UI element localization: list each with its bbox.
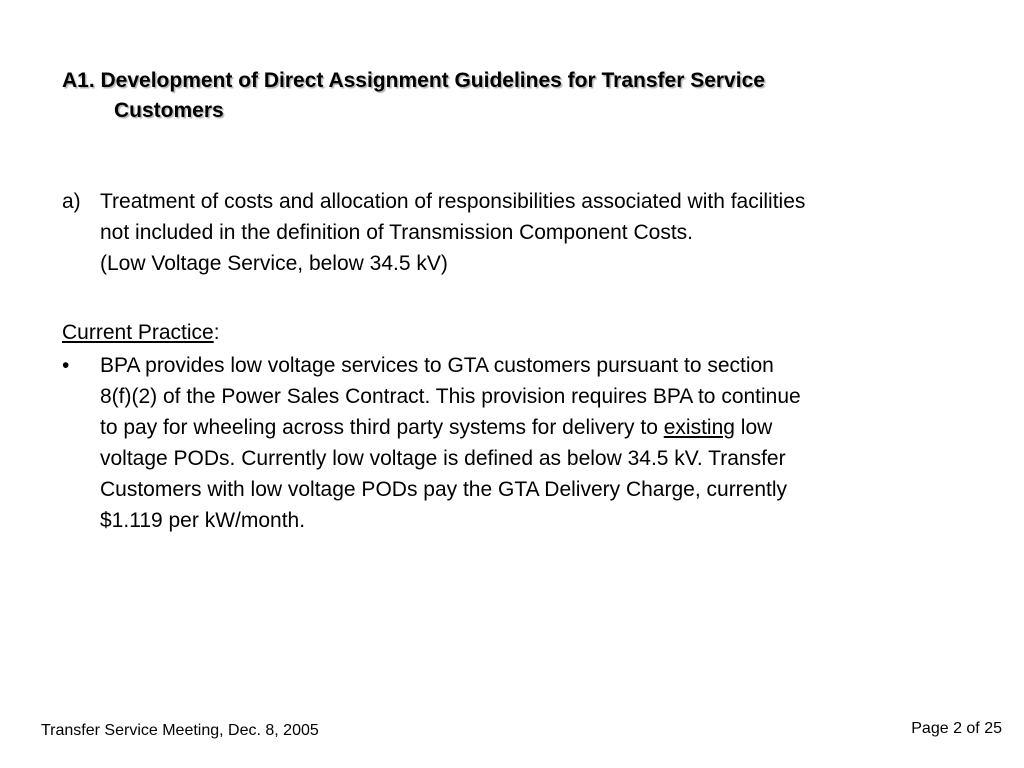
title-line-2: Customers bbox=[114, 99, 224, 122]
slide-title bbox=[62, 66, 962, 126]
title-line-1: A1. Development of Direct Assignment Guidelines for Transfer Service bbox=[62, 69, 765, 92]
bullet-line-6: $1.119 per kW/month. bbox=[100, 509, 306, 532]
footer-page-number: Page 2 of 25 bbox=[911, 720, 1002, 737]
current-practice-colon: : bbox=[213, 321, 220, 344]
bullet-line-3-start: to pay for wheeling across third party systems for delivery to bbox=[100, 416, 664, 439]
bullet-icon: • bbox=[62, 354, 70, 377]
item-a-line-3: (Low Voltage Service, below 34.5 kV) bbox=[100, 252, 448, 275]
current-practice-label: Current Practice bbox=[62, 321, 214, 344]
bullet-line-3-end: low bbox=[734, 416, 773, 439]
bullet-line-4: voltage PODs. Currently low voltage is defined as below 34.5 kV. Transfer bbox=[100, 447, 786, 470]
item-a-line-1: Treatment of costs and allocation of responsibilities associated with facilities bbox=[100, 190, 806, 213]
bullet-item bbox=[62, 350, 972, 536]
bullet-line-3 bbox=[100, 412, 972, 443]
bullet-line-2: 8(f)(2) of the Power Sales Contract. This provision requires BPA to continue bbox=[100, 385, 801, 408]
item-a-line-2: not included in the definition of Transmission Component Costs. bbox=[100, 221, 693, 244]
current-practice-heading bbox=[62, 317, 972, 348]
bullet-line-5: Customers with low voltage PODs pay the GTA Delivery Charge, currently bbox=[100, 478, 788, 501]
slide-body bbox=[62, 186, 972, 536]
bullet-line-1: BPA provides low voltage services to GTA customers pursuant to section bbox=[100, 354, 774, 377]
item-a bbox=[62, 186, 972, 279]
item-a-marker: a) bbox=[62, 190, 81, 213]
existing-underlined: existing bbox=[663, 416, 735, 439]
footer-meeting: Transfer Service Meeting, Dec. 8, 2005 bbox=[41, 722, 319, 739]
